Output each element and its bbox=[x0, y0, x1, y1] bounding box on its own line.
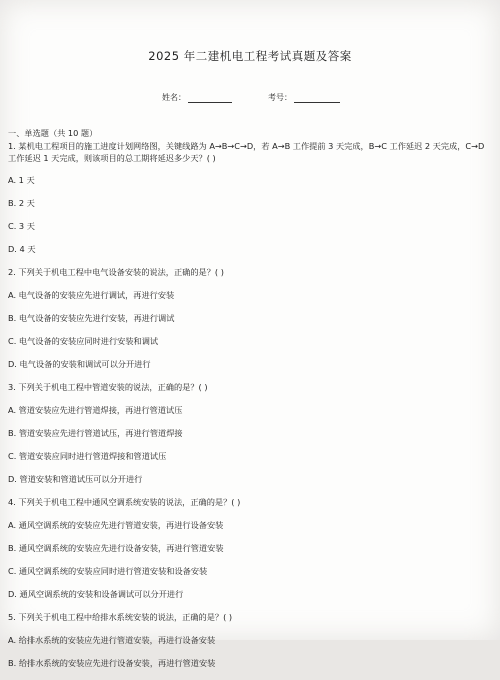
option-b[interactable]: B. 电气设备的安装应先进行安装，再进行调试 bbox=[8, 313, 175, 323]
id-label: 考号： bbox=[268, 93, 292, 102]
option-a[interactable]: A. 1 天 bbox=[8, 175, 35, 185]
question-3 bbox=[8, 381, 492, 485]
id-field bbox=[268, 92, 340, 103]
option-b[interactable]: B. 2 天 bbox=[8, 198, 35, 208]
option-c[interactable]: C. 管道安装应同时进行管道焊接和管道试压 bbox=[8, 451, 167, 461]
question-1 bbox=[8, 140, 492, 255]
option-d[interactable]: D. 管道安装和管道试压可以分开进行 bbox=[8, 474, 143, 484]
question-5 bbox=[8, 611, 492, 669]
option-c[interactable]: C. 3 天 bbox=[8, 221, 35, 231]
id-blank[interactable] bbox=[294, 93, 340, 103]
option-a[interactable]: A. 给排水系统的安装应先进行管道安装，再进行设备安装 bbox=[8, 635, 216, 645]
question-2 bbox=[8, 266, 492, 370]
question-4 bbox=[8, 496, 492, 600]
option-a[interactable]: A. 管道安装应先进行管道焊接，再进行管道试压 bbox=[8, 405, 183, 415]
section-heading: 一、单选题（共 10 题） bbox=[8, 128, 98, 138]
option-d[interactable]: D. 4 天 bbox=[8, 244, 36, 254]
page-title: 2025 年二建机电工程考试真题及答案 bbox=[148, 49, 352, 63]
option-b[interactable]: B. 通风空调系统的安装应先进行设备安装，再进行管道安装 bbox=[8, 543, 224, 553]
name-blank[interactable] bbox=[188, 93, 232, 103]
exam-content bbox=[8, 127, 492, 680]
option-a[interactable]: A. 通风空调系统的安装应先进行管道安装，再进行设备安装 bbox=[8, 520, 224, 530]
question-text: 2. 下列关于机电工程中电气设备安装的说法，正确的是？( ) bbox=[8, 267, 224, 277]
option-b[interactable]: B. 管道安装应先进行管道试压，再进行管道焊接 bbox=[8, 428, 183, 438]
question-text: 5. 下列关于机电工程中给排水系统安装的说法，正确的是？( ) bbox=[8, 612, 233, 622]
option-c[interactable]: C. 电气设备的安装应同时进行安装和调试 bbox=[8, 336, 159, 346]
question-text: 3. 下列关于机电工程中管道安装的说法，正确的是？( ) bbox=[8, 382, 208, 392]
option-a[interactable]: A. 电气设备的安装应先进行调试，再进行安装 bbox=[8, 290, 175, 300]
name-label: 姓名： bbox=[162, 93, 186, 102]
option-d[interactable]: D. 电气设备的安装和调试可以分开进行 bbox=[8, 359, 151, 369]
option-d[interactable]: D. 通风空调系统的安装和设备调试可以分开进行 bbox=[8, 589, 184, 599]
question-text: 1. 某机电工程项目的施工进度计划网络图，关键线路为 A→B→C→D，若 A→B 工作提前 3 天完成，B→C 工作延迟 2 天完成，C→D 工作延迟 1 天完成，则该项目的总工期将延迟多少天？( ) bbox=[8, 141, 485, 163]
option-c[interactable]: C. 通风空调系统的安装应同时进行管道安装和设备安装 bbox=[8, 566, 208, 576]
option-b[interactable]: B. 给排水系统的安装应先进行设备安装，再进行管道安装 bbox=[8, 658, 216, 668]
name-field bbox=[162, 92, 232, 103]
question-text: 4. 下列关于机电工程中通风空调系统安装的说法，正确的是？( ) bbox=[8, 497, 241, 507]
